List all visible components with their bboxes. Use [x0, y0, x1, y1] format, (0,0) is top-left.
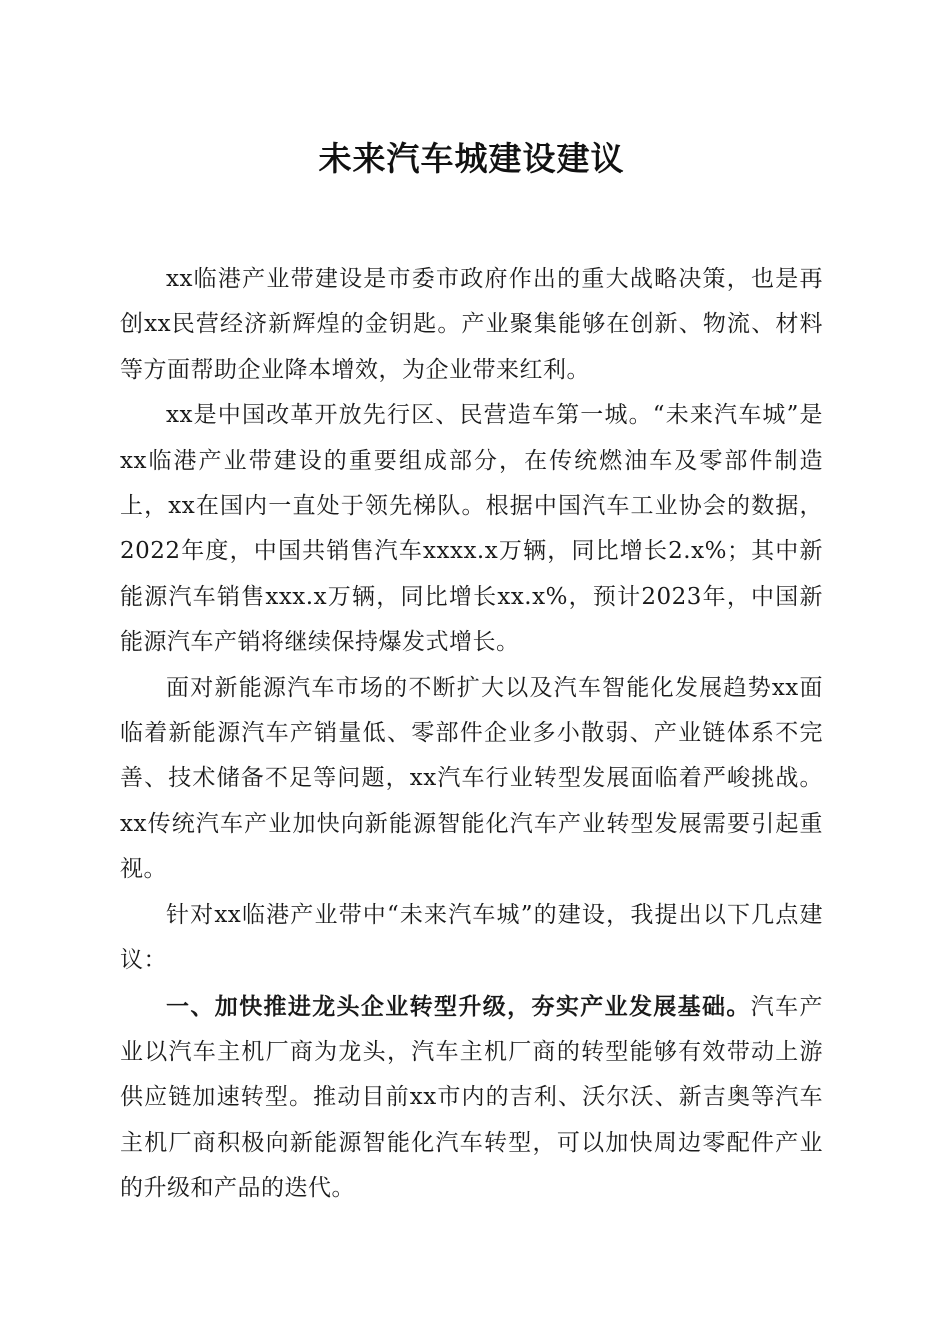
document-page: [120, 133, 823, 1212]
paragraph-text: 汽车产业以汽车主机厂商为龙头，汽车主机厂商的转型能够有效带动上游供应链加速转型。推动目前xx市内的吉利、沃尔沃、新吉奥等汽车主机厂商积极向新能源智能化汽车转型，可以加快周边零配件产业的升级和产品的迭代。: [120, 993, 824, 1202]
paragraph-text: xx临港产业带建设是市委市政府作出的重大战略决策，也是再创xx民营经济新辉煌的金钥匙。产业聚集能够在创新、物流、材料等方面帮助企业降本增效，为企业带来红利。: [120, 266, 823, 383]
paragraph-proposal-intro: [120, 893, 823, 984]
suggestion-heading: 一、加快推进龙头企业转型升级，夯实产业发展基础。: [166, 992, 751, 1020]
paragraph-text: 针对xx临港产业带中“未来汽车城”的建设，我提出以下几点建议：: [120, 901, 823, 974]
paragraph-text: 面对新能源汽车市场的不断扩大以及汽车智能化发展趋势xx面临着新能源汽车产销量低、零部件企业多小散弱、产业链体系不完善、技术储备不足等问题，xx汽车行业转型发展面临着严峻挑战。xx传统汽车产业加快向新能源智能化汽车产业转型发展需要引起重视。: [120, 674, 823, 883]
paragraph-suggestion-1: [120, 984, 823, 1212]
paragraph-text: xx是中国改革开放先行区、民营造车第一城。“未来汽车城”是xx临港产业带建设的重要组成部分，在传统燃油车及零部件制造上，xx在国内一直处于领先梯队。根据中国汽车工业协会的数据，2022年度，中国共销售汽车xxxx.x万辆，同比增长2.x%；其中新能源汽车销售xxx.x万辆，同比增长xx.x%，预计2023年，中国新能源汽车产销将继续保持爆发式增长。: [120, 402, 823, 656]
paragraph-intro: [120, 257, 823, 393]
paragraph-background: [120, 393, 823, 665]
document-title: 未来汽车城建设建议: [318, 139, 625, 178]
paragraph-challenges: [120, 666, 823, 893]
